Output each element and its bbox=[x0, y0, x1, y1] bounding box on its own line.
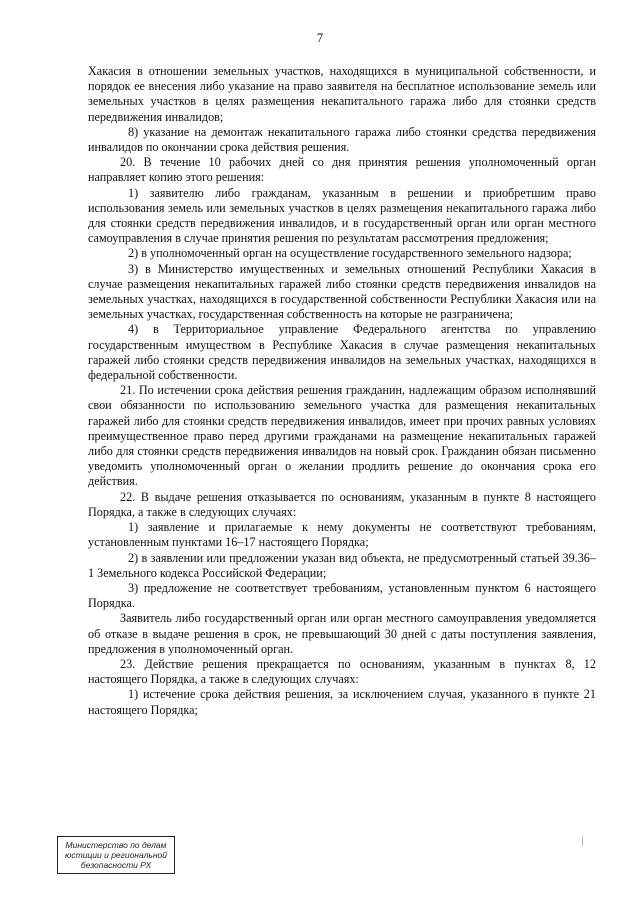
page-number: 7 bbox=[316, 30, 324, 45]
stamp-line: безопасности РХ bbox=[80, 860, 152, 870]
list-item: 8) указание на демонтаж некапитального гаража либо стоянки средства передвижения инвалидов по окончании срока действия решения. bbox=[88, 124, 596, 155]
paragraph: Заявитель либо государственный орган или орган местного самоуправления уведомляется об отказе в выдаче решения в срок, не превышающий 30 дней с даты поступления заявления, предложения в уполномоченный орган. bbox=[88, 611, 596, 656]
ministry-stamp bbox=[57, 836, 175, 874]
list-item: 3) в Министерство имущественных и земельных отношений Республики Хакасия в случае размещения некапитальных гаражей либо стоянки средств передвижения инвалидов на земельных участках, находящихся в государственной собственности Республики Хакасия или на земельных участках, государственная собственность на которые не разграничена; bbox=[88, 261, 596, 322]
paragraph: Хакасия в отношении земельных участков, находящихся в муниципальной собственности, и порядок ее внесения либо указание на право заявителя на бесплатное использование земель или земельных участков в целях размещения некапитального гаража либо для стоянки средств передвижения инвалидов; bbox=[88, 64, 596, 124]
paragraph: 23. Действие решения прекращается по основаниям, указанным в пунктах 8, 12 настоящего Порядка, а также в следующих случаях: bbox=[88, 656, 596, 687]
list-item: 4) в Территориальное управление Федерального агентства по управлению государственным имуществом в Республике Хакасия в случае размещения некапитальных гаражей либо стоянки средств передвижения инвалидов на земельных участках, находящихся в федеральной собственности. bbox=[88, 322, 596, 383]
paragraph: 21. По истечении срока действия решения гражданин, надлежащим образом исполнявший свои обязанности по использованию земельного участка для размещения некапитальных гаражей либо для стоянки средств передвижения инвалидов, имеет при прочих равных условиях преимущественное право перед другими гражданами на размещение некапитальных гаражей либо для стоянки средств передвижения инвалидов на новый срок. Гражданин обязан письменно уведомить уполномоченный орган о желании продлить решение до окончания срока его действия. bbox=[88, 383, 596, 489]
list-item: 1) заявителю либо гражданам, указанным в решении и приобретшим право использования земель или земельных участков в целях размещения некапитального гаража либо для стоянки средств передвижения инвалидов, и в государственный орган или орган местного самоуправления в случае принятия решения по результатам рассмотрения предложения; bbox=[88, 185, 596, 246]
stamp-line: Министерство по делам bbox=[65, 840, 167, 850]
document-body bbox=[88, 64, 596, 718]
paragraph: 22. В выдаче решения отказывается по основаниям, указанным в пункте 8 настоящего Порядка, а также в следующих случаях: bbox=[88, 489, 596, 519]
list-item: 2) в заявлении или предложении указан вид объекта, не предусмотренный статьей 39.36–1 Земельного кодекса Российской Федерации; bbox=[88, 550, 596, 580]
list-item: 3) предложение не соответствует требованиям, установленным пунктом 6 настоящего Порядка. bbox=[88, 580, 596, 611]
stamp-line: юстиции и региональной bbox=[64, 850, 168, 860]
list-item: 1) заявление и прилагаемые к нему документы не соответствуют требованиям, установленным пунктами 16–17 настоящего Порядка; bbox=[88, 520, 596, 550]
list-item: 1) истечение срока действия решения, за исключением случая, указанного в пункте 21 настоящего Порядка; bbox=[88, 687, 596, 717]
scan-mark bbox=[582, 836, 583, 846]
paragraph: 20. В течение 10 рабочих дней со дня принятия решения уполномоченный орган направляет копию этого решения: bbox=[88, 155, 596, 185]
list-item: 2) в уполномоченный орган на осуществление государственного земельного надзора; bbox=[128, 246, 572, 261]
